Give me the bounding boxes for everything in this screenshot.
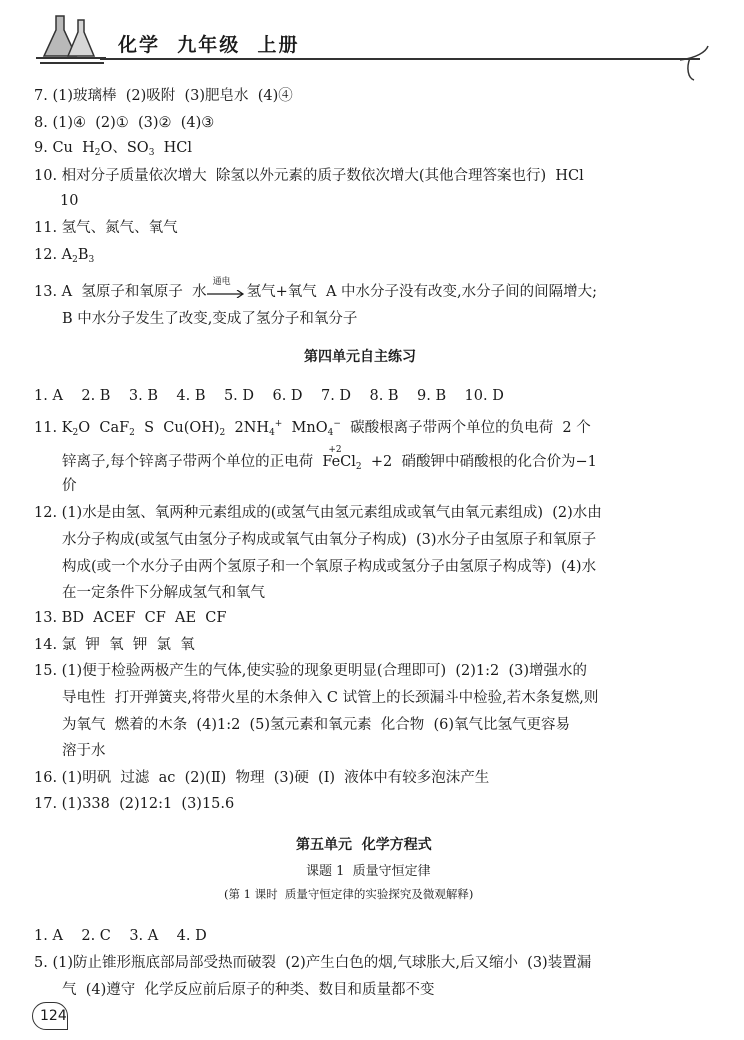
unit4-answer-11-cont bbox=[62, 445, 597, 477]
arrow-icon bbox=[207, 290, 247, 298]
subscript: 3 bbox=[148, 148, 155, 158]
unit4-answer-1-10: 1. A 2. B 3. B 4. B 5. D 6. D 7. D 8. B 9. B 10. D bbox=[34, 388, 504, 404]
answer-line-11: 11. 氢气、氮气、氧气 bbox=[34, 220, 178, 236]
unit4-answer-15-line2: 导电性 打开弹簧夹,将带火星的木条伸入 C 试管上的长颈漏斗中检验,若木条复燃,则 bbox=[62, 690, 599, 706]
text: 12. A bbox=[34, 247, 73, 263]
page-number: 124 bbox=[40, 1008, 67, 1024]
text: HCl bbox=[154, 140, 193, 156]
text: 11. K bbox=[34, 420, 73, 436]
text: O CaF bbox=[78, 420, 130, 436]
unit4-answer-12-line4: 在一定条件下分解成氢气和氧气 bbox=[62, 585, 265, 601]
subscript: 4 bbox=[269, 428, 275, 438]
answer-line-8: 8. (1)④ (2)① (3)② (4)③ bbox=[34, 115, 215, 131]
subscript: 2 bbox=[355, 462, 362, 472]
lesson-title: 课题 1 质量守恒定律 bbox=[306, 864, 431, 879]
text: 13. A 氢原子和氧原子 水 bbox=[34, 284, 207, 300]
book-title: 化学 九年级 上册 bbox=[118, 34, 300, 56]
unit4-answer-13: 13. BD ACEF CF AE CF bbox=[34, 610, 227, 626]
text: +2 硝酸钾中硝酸根的化合价为−1 bbox=[361, 454, 597, 470]
subscript: 2 bbox=[72, 428, 79, 438]
flask-icon bbox=[36, 12, 106, 64]
oxidation-number: +2 bbox=[328, 445, 342, 455]
unit4-answer-11 bbox=[34, 414, 591, 443]
answer-line-7: 7. (1)玻璃棒 (2)吸附 (3)肥皂水 (4)④ bbox=[34, 88, 293, 104]
unit4-answer-15-line3: 为氧气 燃着的木条 (4)1:2 (5)氢元素和氧元素 化合物 (6)氧气比氢气更容易 bbox=[62, 717, 571, 733]
unit4-answer-11-cont2: 价 bbox=[62, 478, 77, 494]
unit4-answer-16: 16. (1)明矾 过滤 ac (2)(Ⅱ) 物理 (3)硬 (Ⅰ) 液体中有较多泡沫产生 bbox=[34, 770, 490, 786]
oxidation-formula bbox=[322, 445, 362, 477]
unit4-answer-12-line2: 水分子构成(或氢气由氢分子构成或氧气由氧分子构成) (3)水分子由氢原子和氧原子 bbox=[62, 532, 597, 548]
answer-line-10-cont: 10 bbox=[60, 193, 79, 209]
lesson-subtitle: (第 1 课时 质量守恒定律的实验探究及微观解释) bbox=[224, 887, 474, 901]
subscript: 2 bbox=[219, 428, 226, 438]
text: 碳酸根离子带两个单位的负电荷 2 个 bbox=[340, 420, 591, 436]
subscript: 2 bbox=[94, 148, 101, 158]
unit-4-heading: 第四单元自主练习 bbox=[304, 349, 416, 365]
header-rule-left bbox=[40, 62, 104, 64]
text: O、SO bbox=[100, 140, 149, 156]
superscript: − bbox=[333, 419, 341, 429]
answer-line-13 bbox=[34, 277, 598, 302]
text: MnO bbox=[282, 420, 328, 436]
answer-line-12 bbox=[34, 245, 94, 270]
subscript: 2 bbox=[129, 428, 135, 438]
unit5-answer-5-line1: 5. (1)防止锥形瓶底部局部受热而破裂 (2)产生白色的烟,气球胀大,后又缩小 (3)装置漏 bbox=[34, 955, 592, 971]
answer-line-9 bbox=[34, 138, 192, 163]
subscript: 3 bbox=[88, 255, 95, 265]
text: FeCl bbox=[322, 454, 356, 470]
swirl-icon bbox=[676, 44, 712, 84]
superscript: + bbox=[274, 419, 283, 429]
header-rule bbox=[100, 58, 700, 60]
text: S Cu(OH) bbox=[134, 420, 220, 436]
unit4-answer-17: 17. (1)338 (2)12:1 (3)15.6 bbox=[34, 796, 235, 812]
unit5-answer-5-line2: 气 (4)遵守 化学反应前后原子的种类、数目和质量都不变 bbox=[62, 982, 435, 998]
unit4-answer-14: 14. 氯 钾 氧 钾 氯 氧 bbox=[34, 637, 195, 653]
subscript: 2 bbox=[72, 255, 78, 265]
unit4-answer-12-line3: 构成(或一个水分子由两个氢原子和一个氧原子构成或氢分子由氢原子构成等) (4)水 bbox=[62, 559, 597, 575]
text: 锌离子,每个锌离子带两个单位的正电荷 bbox=[62, 454, 323, 470]
unit4-answer-12-line1: 12. (1)水是由氢、氧两种元素组成的(或氢气由氢元素组成或氧气由氧元素组成) (2)水由 bbox=[34, 505, 602, 521]
unit-5-heading: 第五单元 化学方程式 bbox=[296, 837, 432, 853]
unit4-answer-15-line4: 溶于水 bbox=[62, 743, 106, 759]
answer-line-13-cont: B 中水分子发生了改变,变成了氢分子和氧分子 bbox=[62, 311, 358, 327]
answer-line-10: 10. 相对分子质量依次增大 除氢以外元素的质子数依次增大(其他合理答案也行) HCl bbox=[34, 168, 584, 184]
unit5-answer-1-4: 1. A 2. C 3. A 4. D bbox=[34, 928, 207, 944]
unit4-answer-15-line1: 15. (1)便于检验两极产生的气体,使实验的现象更明显(合理即可) (2)1:2 (3)增强水的 bbox=[34, 663, 587, 679]
subscript: 4 bbox=[327, 428, 334, 438]
text: 2NH bbox=[225, 420, 270, 436]
text: 9. Cu H bbox=[34, 140, 95, 156]
page-header bbox=[0, 0, 744, 82]
text: B bbox=[77, 247, 89, 263]
text: 氢气+氧气 A 中水分子没有改变,水分子间的间隔增大; bbox=[246, 284, 598, 300]
reaction-condition: 通电 bbox=[212, 277, 231, 287]
reaction-arrow bbox=[207, 277, 247, 300]
